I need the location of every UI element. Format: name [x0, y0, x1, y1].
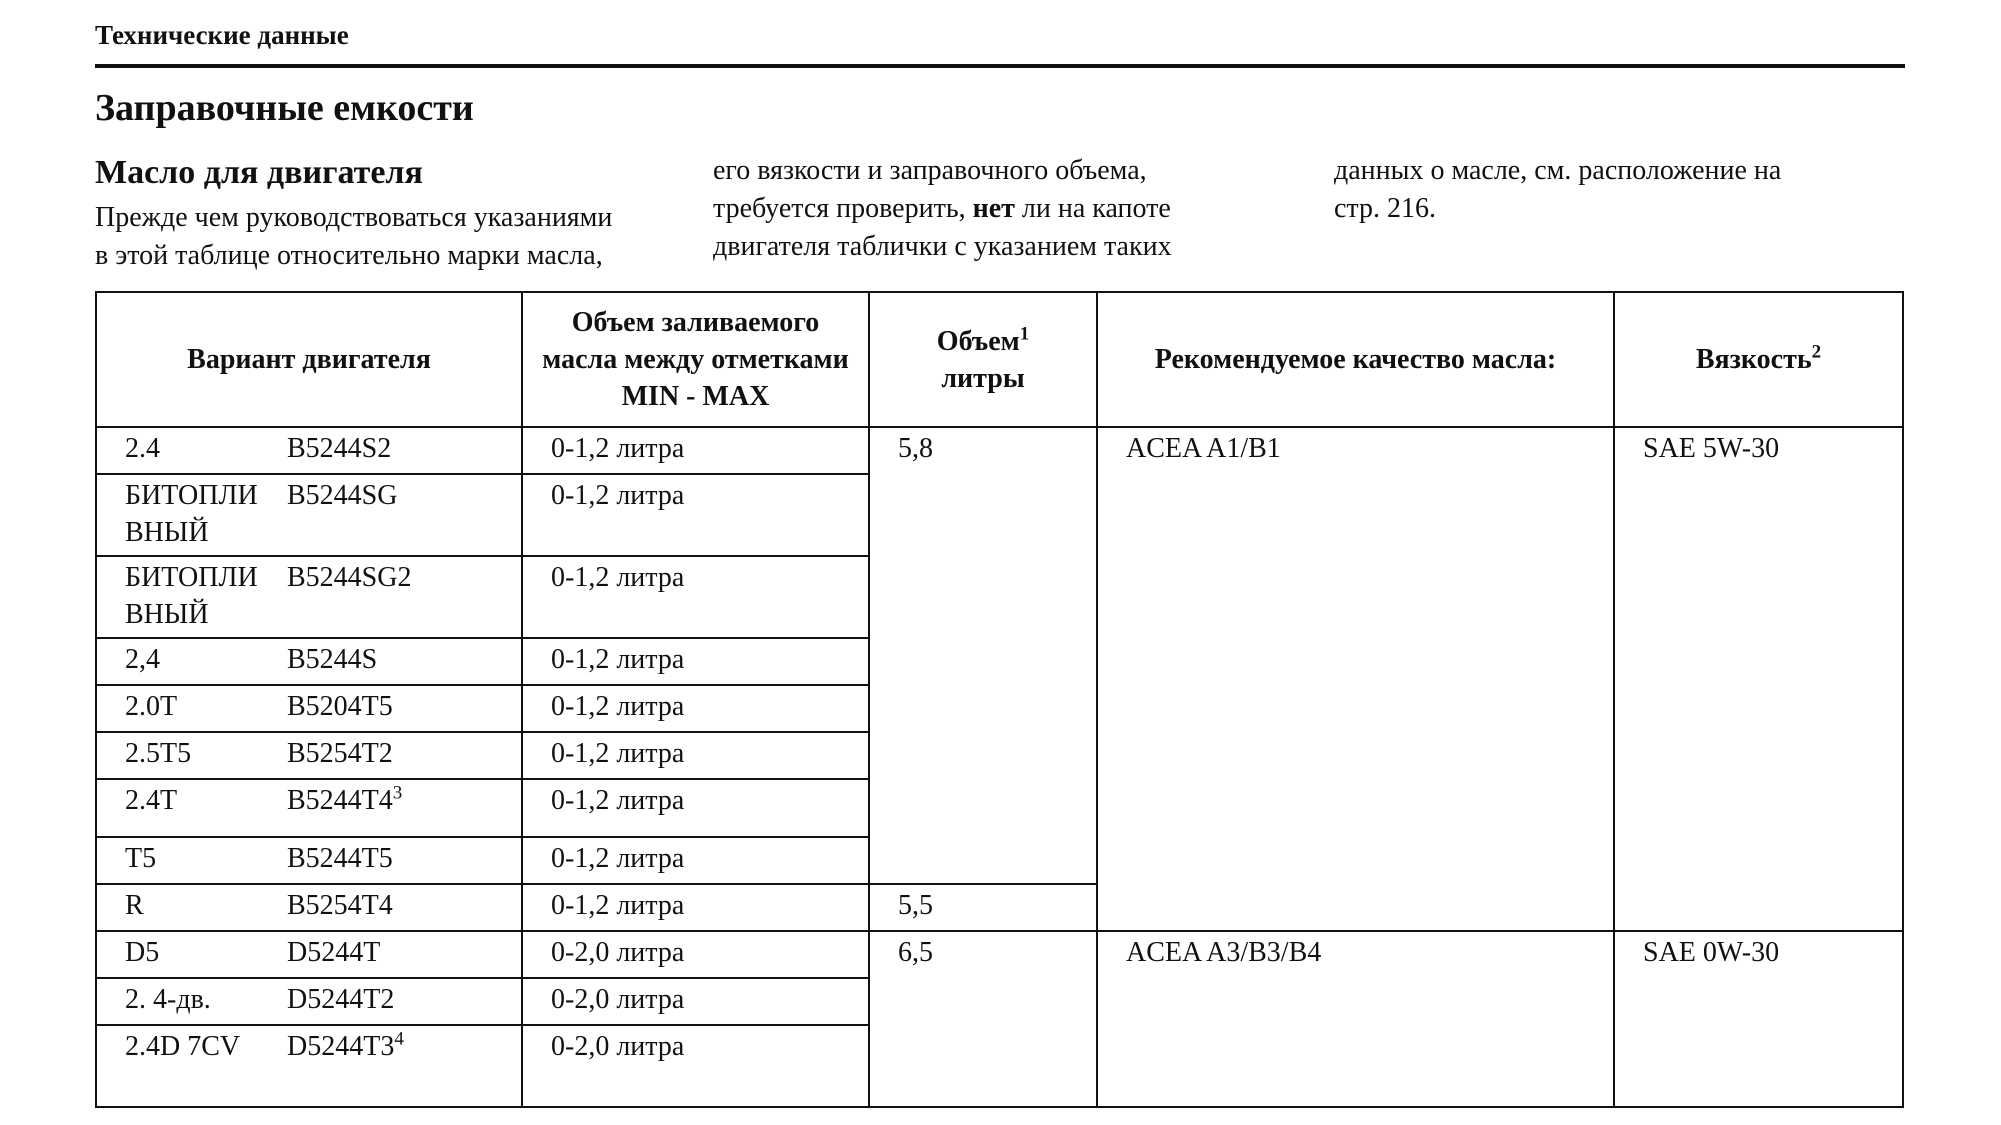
section-header: Технические данные — [95, 20, 349, 50]
oil-viscosity: SAE 5W-30 — [1614, 427, 1903, 931]
intro-line: Прежде чем руководствоваться указаниями — [95, 202, 613, 233]
engine-code-text: B5204T5 — [287, 691, 393, 722]
engine-variant: 2.0T — [96, 685, 287, 732]
oil-volume: 5,5 — [869, 884, 1097, 931]
engine-variant: 2.5T5 — [96, 732, 287, 779]
engine-code-text: B5244SG — [287, 480, 398, 511]
oil-quality: ACEA A3/B3/B4 — [1097, 931, 1614, 1107]
engine-variant: T5 — [96, 837, 287, 884]
oil-capacity-table — [95, 291, 1904, 1108]
table-row — [96, 427, 1903, 474]
oil-volume: 6,5 — [869, 931, 1097, 1107]
intro-column-2 — [713, 152, 1172, 266]
fill-volume: 0-1,2 литра — [522, 638, 869, 685]
table-header-row — [96, 292, 1903, 427]
table-row — [96, 931, 1903, 978]
engine-code — [287, 1025, 522, 1107]
footnote-marker: 3 — [392, 782, 403, 804]
engine-code — [287, 732, 522, 779]
header-line: Объем заливаемого — [571, 307, 820, 338]
engine-code-text: B5244T5 — [287, 843, 393, 874]
engine-code — [287, 779, 522, 837]
engine-code-text: D5244T2 — [287, 984, 395, 1015]
engine-code — [287, 474, 522, 556]
engine-code — [287, 685, 522, 732]
engine-code-text: B5244SG2 — [287, 562, 412, 593]
header-line: масла между отметками — [542, 344, 849, 375]
subsection-title: Масло для двигателя — [95, 154, 423, 191]
engine-variant: D5 — [96, 931, 287, 978]
intro-line: двигателя таблички с указанием таких — [713, 231, 1172, 262]
page-title: Заправочные емкости — [95, 87, 474, 129]
fill-volume: 0-1,2 литра — [522, 779, 869, 837]
header-oil-quality: Рекомендуемое качество масла: — [1097, 292, 1614, 427]
engine-variant: 2.4 — [96, 427, 287, 474]
engine-code — [287, 884, 522, 931]
fill-volume: 0-1,2 литра — [522, 884, 869, 931]
header-viscosity — [1614, 292, 1903, 427]
fill-volume: 0-2,0 литра — [522, 931, 869, 978]
header-line: MIN - MAX — [621, 381, 770, 412]
fill-volume: 0-1,2 литра — [522, 556, 869, 638]
fill-volume: 0-2,0 литра — [522, 1025, 869, 1107]
engine-code-text: B5254T2 — [287, 738, 393, 769]
header-volume — [869, 292, 1097, 427]
intro-text: ли на капоте — [1014, 193, 1171, 224]
intro-text: требуется проверить, — [713, 193, 973, 224]
footnote-marker: 4 — [394, 1028, 404, 1050]
header-line: литры — [941, 362, 1025, 394]
engine-code-text: B5244S — [287, 644, 378, 675]
engine-variant: 2. 4-дв. — [96, 978, 287, 1025]
intro-line — [713, 190, 1172, 228]
oil-viscosity: SAE 0W-30 — [1614, 931, 1903, 1107]
footnote-marker: 1 — [1019, 323, 1030, 345]
engine-variant: 2,4 — [96, 638, 287, 685]
engine-variant: 2.4T — [96, 779, 287, 837]
header-rule — [95, 64, 1905, 68]
engine-code-text: B5244T4 — [287, 785, 393, 816]
intro-line: его вязкости и заправочного объема, — [713, 155, 1147, 186]
engine-code-text: B5244S2 — [287, 433, 392, 464]
fill-volume: 0-1,2 литра — [522, 685, 869, 732]
intro-line: стр. 216. — [1334, 193, 1437, 224]
engine-code — [287, 837, 522, 884]
fill-volume: 0-1,2 литра — [522, 474, 869, 556]
engine-code-text: D5244T3 — [287, 1031, 395, 1062]
footnote-marker: 2 — [1811, 341, 1822, 363]
header-line: Вязкость — [1695, 344, 1812, 375]
intro-column-3 — [1334, 152, 1781, 228]
header-engine-variant: Вариант двигателя — [96, 292, 522, 427]
engine-code — [287, 931, 522, 978]
oil-quality: ACEA A1/B1 — [1097, 427, 1614, 931]
engine-variant: БИТОПЛИ ВНЫЙ — [96, 556, 287, 638]
engine-variant: 2.4D 7CV — [96, 1025, 287, 1107]
engine-code-text: B5254T4 — [287, 890, 393, 921]
engine-code — [287, 978, 522, 1025]
engine-code — [287, 556, 522, 638]
header-fill-volume — [522, 292, 869, 427]
engine-code-text: D5244T — [287, 937, 381, 968]
oil-volume: 5,8 — [869, 427, 1097, 884]
intro-column-1 — [95, 199, 612, 275]
engine-code — [287, 427, 522, 474]
intro-emphasis: нет — [972, 193, 1015, 224]
fill-volume: 0-2,0 литра — [522, 978, 869, 1025]
fill-volume: 0-1,2 литра — [522, 732, 869, 779]
fill-volume: 0-1,2 литра — [522, 837, 869, 884]
engine-variant: БИТОПЛИ ВНЫЙ — [96, 474, 287, 556]
intro-line: в этой таблице относительно марки масла, — [95, 240, 603, 271]
fill-volume: 0-1,2 литра — [522, 427, 869, 474]
engine-variant: R — [96, 884, 287, 931]
header-line: Объем — [936, 325, 1020, 357]
intro-line: данных о масле, см. расположение на — [1334, 155, 1782, 186]
engine-code — [287, 638, 522, 685]
